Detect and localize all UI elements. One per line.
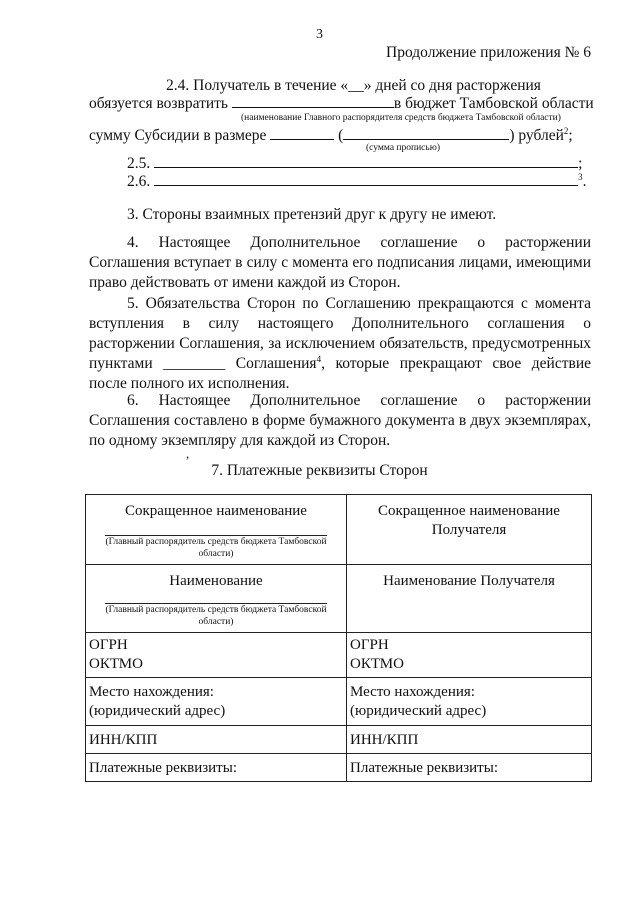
footnote-4: 4 xyxy=(316,353,322,364)
ogrn-cell-left xyxy=(86,633,347,678)
clause-end: . xyxy=(582,173,587,190)
ogrn-cell-right xyxy=(347,633,592,678)
clause-2-4-line2 xyxy=(89,94,594,113)
oktmo-label: ОКТМО xyxy=(350,655,404,672)
clause-5-blank: ________ xyxy=(163,355,226,372)
grbs-caption: (наименование Главного распорядителя средств бюджета Тамбовской области) xyxy=(241,113,561,123)
subsidy-label: сумму Субсидии в размере xyxy=(89,127,267,144)
table-row xyxy=(86,726,592,754)
address-cell-left xyxy=(86,678,347,726)
grbs-blank xyxy=(232,94,394,108)
inn-label: ИНН/КПП xyxy=(89,732,158,748)
recipient-name-cell xyxy=(347,565,592,633)
oktmo-label: ОКТМО xyxy=(89,655,143,672)
inn-label: ИНН/КПП xyxy=(350,732,419,748)
cell-title: Сокращенное наименование Получателя xyxy=(378,503,560,538)
clause-blank-line xyxy=(154,172,578,186)
clause-2-5 xyxy=(127,154,582,173)
footnote-2: 2 xyxy=(563,125,569,136)
cell-title: Сокращенное наименование xyxy=(125,503,307,519)
clause-3 xyxy=(89,205,591,225)
clause-5-part-b: Соглашения xyxy=(225,355,317,372)
rubles-label: ) рублей xyxy=(509,127,564,144)
semicolon: ; xyxy=(568,127,573,144)
section-7-title: 7. Платежные реквизиты Сторон xyxy=(211,462,428,479)
cell-title: Наименование xyxy=(169,573,263,589)
clause-2-4-line1 xyxy=(166,76,541,95)
clause-2-6 xyxy=(127,172,587,191)
ogrn-label: ОГРН xyxy=(350,637,389,653)
clause-4-text: 4. Настоящее Дополнительное соглашение о расторжении Соглашения вступает в силу с момента его подписания лицами, имеющими право действовать от имени каждой из Сторон. xyxy=(89,234,591,291)
clause-6 xyxy=(89,391,591,451)
table-row xyxy=(86,678,592,726)
grbs-name-cell xyxy=(86,565,347,633)
address-label: Место нахождения: xyxy=(89,684,214,700)
cell-caption: (Главный распорядитель средств бюджета Тамбовской области) xyxy=(105,536,327,559)
clause-6-text: 6. Настоящее Дополнительное соглашение о расторжении Соглашения составлено в форме бумажного документа в двух экземплярах, по одному экземпляру для каждой из Сторон. xyxy=(89,392,591,449)
ogrn-label: ОГРН xyxy=(89,637,128,653)
address-cell-right xyxy=(347,678,592,726)
clause-2-4-start: 2.4. Получатель в течение « xyxy=(166,77,349,94)
clause-5-part-a: 5. Обязательства Сторон по Соглашению прекращаются с момента вступления в силу настоящего Дополнительного соглашения о расторжении Соглашения, за исключением обязательств, предусмотренных пунктами xyxy=(89,295,591,372)
payment-cell-left xyxy=(86,754,347,782)
clause-4 xyxy=(89,233,591,293)
payment-cell-right xyxy=(347,754,592,782)
table-row xyxy=(86,565,592,633)
return-label: обязуется возвратить xyxy=(89,95,228,112)
requisites-table xyxy=(85,494,592,782)
clause-blank-line xyxy=(154,154,578,168)
cell-caption: (Главный распорядитель средств бюджета Тамбовской области) xyxy=(105,604,327,627)
clause-number: 2.6. xyxy=(127,173,151,190)
clause-2-4-line3 xyxy=(89,126,573,145)
payment-label: Платежные реквизиты: xyxy=(89,760,237,776)
table-row xyxy=(86,633,592,678)
address-label: Место нахождения: xyxy=(350,684,475,700)
grbs-short-name-cell xyxy=(86,495,347,565)
open-paren: ( xyxy=(338,127,344,144)
page-number: 3 xyxy=(316,27,323,42)
sum-caption: (сумма прописью) xyxy=(366,143,440,153)
sum-digits-blank xyxy=(270,126,334,140)
inn-cell-left xyxy=(86,726,347,754)
legal-address-label: (юридический адрес) xyxy=(89,702,226,719)
clause-5-text xyxy=(89,294,591,394)
table-row xyxy=(86,495,592,565)
payment-label: Платежные реквизиты: xyxy=(350,760,498,776)
clause-5-part-c: , которые прекращают свое действие после полного их исполнения. xyxy=(89,355,591,392)
sum-words-blank xyxy=(343,126,509,140)
stray-mark: , xyxy=(186,446,190,461)
clause-2-4-end: » дней со дня расторжения xyxy=(363,77,541,94)
clause-number: 2.5. xyxy=(127,155,151,172)
legal-address-label: (юридический адрес) xyxy=(350,702,487,719)
footnote-3: 3 xyxy=(578,171,583,182)
clause-3-text: 3. Стороны взаимных претензий друг к другу не имеют. xyxy=(127,206,497,223)
inn-cell-right xyxy=(347,726,592,754)
clause-5 xyxy=(89,294,591,394)
appendix-label: Продолжение приложения № 6 xyxy=(386,44,591,61)
clause-end: ; xyxy=(578,155,583,172)
table-row xyxy=(86,754,592,782)
cell-title: Наименование Получателя xyxy=(383,573,555,589)
days-blank: __ xyxy=(348,77,364,94)
recipient-short-name-cell xyxy=(347,495,592,565)
budget-label: в бюджет Тамбовской области xyxy=(393,95,594,112)
